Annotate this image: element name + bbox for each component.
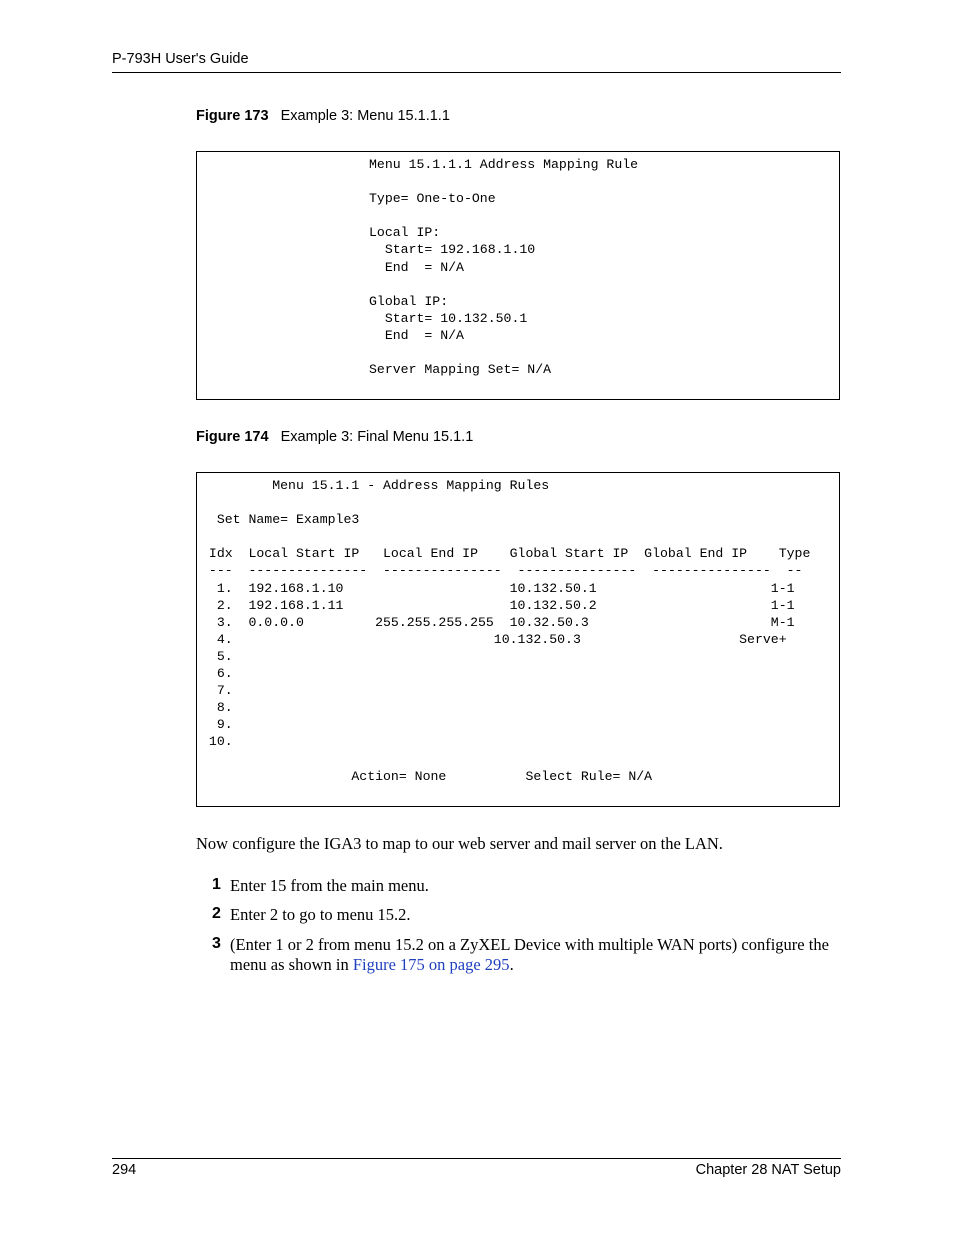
figure-173-screen-text: Menu 15.1.1.1 Address Mapping Rule Type= One-to-One Local IP: Start= 192.168.1.10 End = N/A Global IP: Start= 10.132.50.1 End = N/A Server Mapping Set= N/A (369, 157, 639, 378)
step-number: 2 (212, 905, 221, 922)
step-number: 3 (212, 935, 221, 952)
step-text: Enter 2 to go to menu 15.2. (230, 905, 411, 924)
figure-175-link[interactable]: Figure 175 on page 295 (352, 955, 510, 974)
figure-174-caption (196, 429, 473, 445)
footer-rule (112, 1158, 841, 1159)
step-3-text-before: (Enter 1 or 2 from menu 15.2 on a ZyXEL Device with multiple WAN ports) configure the menu as shown in (230, 935, 829, 974)
step-1 (212, 876, 842, 896)
running-header: P-793H User's Guide (112, 51, 249, 67)
figure-174-screen-text: Menu 15.1.1 - Address Mapping Rules Set Name= Example3 Idx Local Start IP Local End IP Global Start IP Global End IP Type --- --------------- --------------- --------------- --------------- -- 1. 192.168.1.10 10.132.50.1 1-1 2. 192.168.1.11 10.132.50.2 1-1 3. 0.0.0.0 255.255.255.255 10.32.50.3 M-1 4. 10.132.50.3 Serve+ 5. 6. 7. 8. 9. 10. Action= None Select Rule= N/A (208, 478, 811, 784)
step-text (230, 935, 842, 975)
step-text: Enter 15 from the main menu. (230, 876, 429, 895)
figure-174-screen (196, 472, 840, 807)
chapter-title: Chapter 28 NAT Setup (695, 1162, 841, 1178)
figure-173-caption (196, 108, 450, 124)
header-rule (112, 72, 841, 73)
page-number: 294 (112, 1162, 137, 1178)
figure-173-title: Example 3: Menu 15.1.1.1 (280, 108, 450, 124)
figure-174-title: Example 3: Final Menu 15.1.1 (280, 429, 474, 445)
step-3 (212, 935, 842, 975)
step-2 (212, 905, 842, 925)
figure-174-label: Figure 174 (196, 429, 269, 445)
figure-173-label: Figure 173 (196, 108, 269, 124)
figure-173-screen (196, 151, 840, 400)
step-3-text-after: . (509, 955, 514, 974)
intro-paragraph: Now configure the IGA3 to map to our web server and mail server on the LAN. (196, 834, 723, 853)
step-number: 1 (212, 876, 221, 893)
